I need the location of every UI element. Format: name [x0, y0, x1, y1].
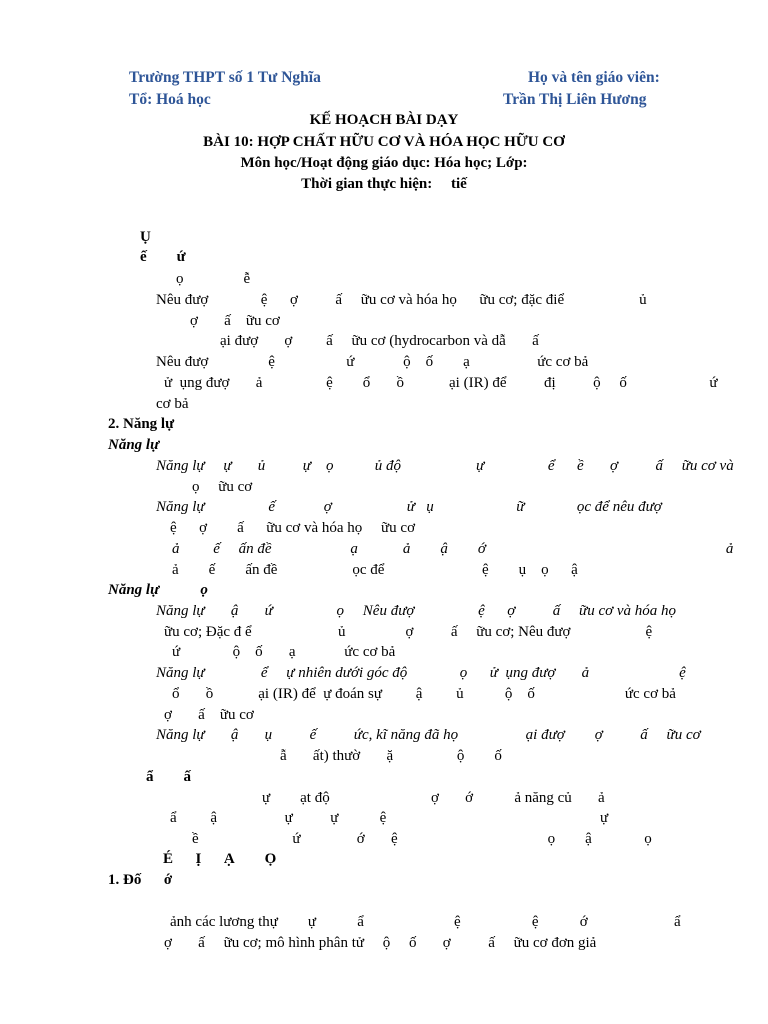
body-line: ữu cơ; Đặc đ ể ủ ợ ấ ữu cơ; Nêu đượ ệ: [164, 624, 653, 640]
body-line: ệ ợ ấ ữu cơ và hóa họ ữu cơ: [170, 520, 416, 536]
body-line: ợ ấ ữu cơ: [190, 313, 280, 329]
lesson-title: BÀI 10: HỢP CHẤT HỮU CƠ VÀ HÓA HỌC HỮU CƠ: [203, 134, 565, 150]
quality-heading-fragment: ẩ ấ: [146, 769, 191, 785]
body-line: ọ ễ: [176, 271, 251, 287]
body-line: ứ ộ ố ạ ức cơ bả: [172, 644, 396, 660]
body-line: Năng lự ậ ụ ế ức, kĩ năng đã họ ại đượ ợ ấ ữu cơ: [156, 727, 701, 743]
body-line: ử ụng đượ ả ệ ổ ồ ại (IR) để đị ộ ố ứ: [164, 375, 718, 391]
body-line: ổ ồ ại (IR) để ự đoán sự ậ ủ ộ ố ức cơ bả: [172, 686, 676, 702]
body-line: ả ế ấn đề ạ ả ậ ớ ả: [172, 541, 734, 557]
header-department: Tổ: Hoá học: [129, 91, 211, 108]
specific-competency-heading: Năng lự ọ: [108, 582, 208, 598]
body-line: ại đượ ợ ấ ữu cơ (hydrocarbon và dẫ ấ: [220, 333, 539, 349]
body-line: ự ạt độ ợ ớ ả năng củ ả: [262, 790, 605, 806]
body-line: ọ ữu cơ: [192, 479, 253, 495]
body-line: Nêu đượ ệ ợ ấ ữu cơ và hóa họ ữu cơ; đặc điể ủ: [156, 292, 647, 308]
competency-heading: 2. Năng lự: [108, 416, 175, 432]
body-line: Năng lự ậ ứ ọ Nêu đượ ệ ợ ấ ữu cơ và hóa họ: [156, 603, 677, 619]
body-line: Năng lự ế ợ ử ụ ữ ọc để nêu đượ: [156, 499, 662, 515]
teacher-heading: 1. Đố ớ: [108, 872, 173, 888]
knowledge-heading-fragment: ế ứ: [140, 249, 186, 265]
subject-line: Môn học/Hoạt động giáo dục: Hóa học; Lớp:: [240, 155, 528, 171]
body-line: ảnh các lương thự ự ẩ ệ ệ ớ ẩ: [170, 914, 681, 930]
body-line: ợ ấ ữu cơ; mô hình phân tử ộ ố ợ ấ ữu cơ đơn giả: [164, 935, 597, 951]
body-line: ả ế ấn đề ọc để ệ ụ ọ ậ: [172, 562, 578, 578]
body-line: ẫ ất) thườ ặ ộ ố: [280, 748, 502, 764]
section-heading-fragment: Ụ: [140, 229, 151, 245]
body-line: Năng lự ự ủ ự ọ ủ độ ự ể ề ợ ấ ữu cơ và: [156, 458, 734, 474]
equipment-heading-fragment: É Ị Ạ Ọ: [163, 851, 277, 867]
duration-line: Thời gian thực hiện: tiế: [301, 176, 467, 192]
body-line: ợ ấ ữu cơ: [164, 707, 254, 723]
body-line: cơ bả: [156, 396, 189, 412]
body-line: ẩ ậ ự ự ệ ự: [170, 810, 609, 826]
body-line: ề ứ ớ ệ ọ ậ ọ: [192, 831, 652, 847]
header-teacher-name: Trần Thị Liên Hương: [503, 91, 647, 108]
body-line: Nêu đượ ệ ứ ộ ố ạ ức cơ bả: [156, 354, 589, 370]
header-school: Trường THPT số 1 Tư Nghĩa: [129, 69, 321, 86]
document-title: KẾ HOẠCH BÀI DẠY: [309, 112, 459, 128]
header-teacher-label: Họ và tên giáo viên:: [528, 69, 660, 86]
body-line: Năng lự ể ự nhiên dưới góc độ ọ ử ụng đượ ả ệ: [156, 665, 686, 681]
general-competency-heading: Năng lự: [108, 437, 160, 453]
